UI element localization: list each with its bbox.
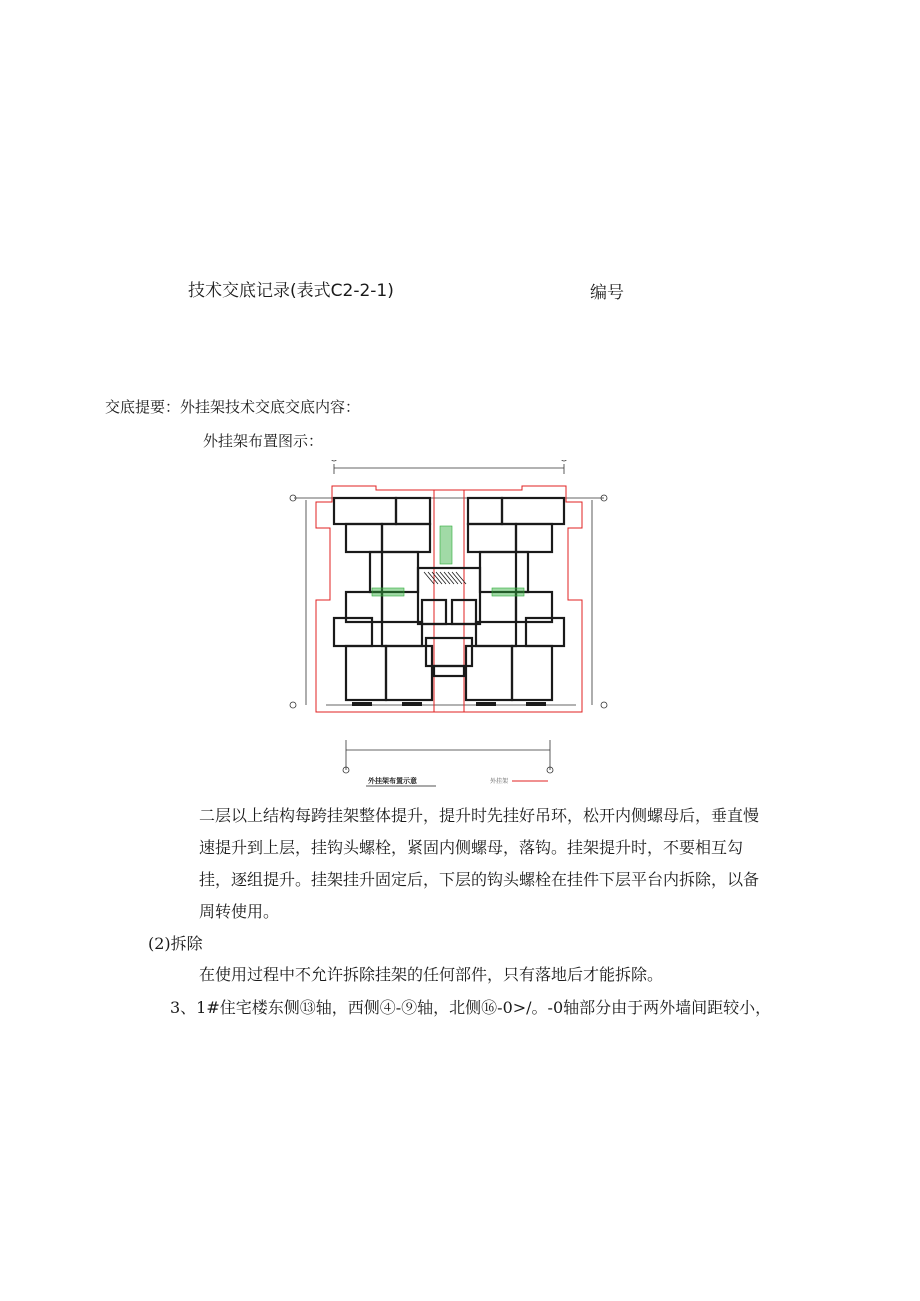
stair-hatch <box>424 572 466 584</box>
figure-title: 外挂架布置示意 <box>368 777 417 785</box>
paragraph-line: 二层以上结构每跨挂架整体提升，提升时先挂好吊环，松开内侧螺母后，垂直慢 <box>199 806 760 825</box>
bottom-openings <box>352 702 546 706</box>
paragraph-line: 周转使用。 <box>199 902 280 921</box>
document-title: 技术交底记录(表式C2-2-1) <box>188 281 394 301</box>
section-paragraph: 在使用过程中不允许拆除挂架的任何部件，只有落地后才能拆除。 <box>199 965 664 984</box>
floor-plan-diagram <box>286 460 616 788</box>
disclosure-summary: 交底提要：外挂架技术交底交底内容： <box>105 398 361 416</box>
figure-caption: 外挂架布置图示： <box>203 432 324 450</box>
axis-markers <box>290 460 607 773</box>
paragraph-line: 挂，逐组提升。挂架挂升固定后，下层的钩头螺栓在挂件下层平台内拆除，以备 <box>199 870 760 889</box>
stair-highlight <box>372 526 524 596</box>
paragraph-line: 速提升到上层，挂钩头螺栓，紧固内侧螺母，落钩。挂架提升时，不要相互勾 <box>199 838 744 857</box>
legend-label: 外挂架 <box>490 778 509 785</box>
section-heading: (2)拆除 <box>148 934 203 953</box>
hanging-frame-outline <box>316 486 582 712</box>
list-item-3: 3、1#住宅楼东侧⑬轴，西侧④-⑨轴，北侧⑯-0>/。-0轴部分由于两外墙间距较小， <box>170 998 772 1017</box>
document-number-label: 编号 <box>590 283 624 303</box>
